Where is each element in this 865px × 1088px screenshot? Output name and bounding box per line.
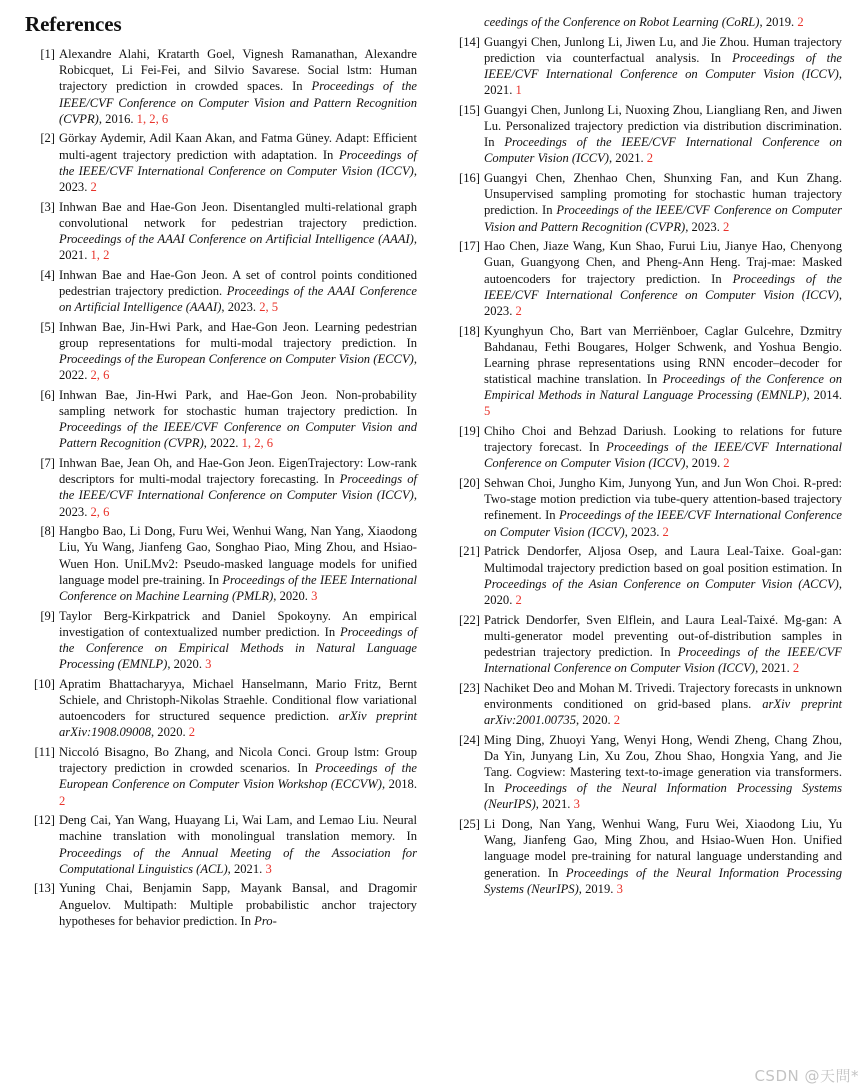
reference-year: , 2021. — [609, 151, 644, 166]
reference-prefix: In — [322, 147, 340, 162]
reference-title: Personalized trajectory prediction via distribution discrimination. — [505, 119, 842, 134]
reference-title: Disentangled multi-relational graph convolutional network for pedestrian trajectory prediction. — [59, 199, 417, 230]
reference-text — [59, 455, 417, 520]
reference-venue: Proceedings of the Annual Meeting of the Association for Computational Linguistics (ACL) — [59, 845, 417, 876]
reference-text — [59, 319, 417, 384]
reference-authors: Niccoló Bisagno, Bo Zhang, and Nicola Conci. — [59, 745, 312, 760]
reference-number: [9] — [40, 608, 55, 623]
reference-number: [25] — [459, 817, 480, 832]
reference-venue: Proceedings of the AAAI Conference on Artificial Intelligence (AAAI) — [59, 283, 417, 315]
reference-citations: 2 — [188, 725, 196, 740]
reference-text — [484, 423, 842, 472]
reference-text — [59, 608, 417, 673]
reference-venue: Proceedings of the AAAI Conference on Artificial Intelligence (AAAI) — [59, 231, 414, 246]
reference-title: Mg-gan: A multi-generator model preventing out-of-distribution samples in pedestrian trajectory prediction. — [484, 612, 842, 659]
reference-year: , 2023. — [484, 287, 842, 318]
reference-title: Traj-mae: Masked autoencoders for trajectory prediction. — [484, 255, 842, 286]
reference-text — [59, 812, 417, 877]
reference-entry — [25, 46, 417, 127]
reference-authors: Guangyi Chen, Junlong Li, Jiwen Lu, and Jie Zhou. — [484, 34, 750, 49]
reference-number: [23] — [459, 680, 480, 695]
reference-year: , 2023. — [685, 219, 720, 234]
reference-citations: 2 — [662, 524, 669, 539]
reference-year: , 2021. — [59, 231, 417, 263]
reference-list-left — [25, 46, 417, 929]
reference-text — [59, 676, 417, 741]
reference-authors: Kyunghyun Cho, Bart van Merriënboer, Caglar Gulcehre, Dzmitry Bahdanau, Fethi Bougares, Holger Schwenk, and Yoshua Bengio. — [484, 323, 842, 354]
reference-text — [484, 816, 842, 897]
reference-citations: 2 — [723, 219, 730, 234]
reference-venue: Proceedings of the IEEE/CVF Conference on Computer Vision and Pattern Recognition (CVPR) — [59, 79, 418, 126]
reference-year: , 2020. — [484, 576, 842, 607]
reference-entry — [450, 423, 842, 472]
reference-year: , 2021. — [227, 861, 263, 876]
reference-entry — [25, 812, 417, 877]
reference-number: [15] — [459, 102, 480, 117]
reference-authors: Inhwan Bae, Jin-Hwi Park, and Hae-Gon Jeon. — [59, 319, 310, 334]
reference-year: , 2020. — [151, 725, 186, 740]
reference-number: [18] — [459, 323, 480, 338]
reference-prefix: In — [297, 761, 315, 776]
reference-authors: Yuning Chai, Benjamin Sapp, Mayank Bansal, and Dragomir Anguelov. — [59, 881, 417, 912]
reference-number: [12] — [34, 813, 55, 828]
reference-citations: 3 — [616, 881, 623, 896]
reference-venue: Proceedings of the Asian Conference on Computer Vision (ACCV) — [484, 576, 839, 591]
reference-year: , 2023. — [59, 488, 417, 519]
reference-text — [484, 732, 842, 813]
reference-venue: Proceedings of the IEEE International Conference on Machine Learning (PMLR) — [59, 572, 417, 603]
reference-number: [1] — [40, 47, 55, 61]
reference-citations: 2 — [515, 303, 522, 318]
reference-title: Looking to relations for future trajectory forecast. — [484, 424, 843, 455]
reference-authors: Alexandre Alahi, Kratarth Goel, Vignesh Ramanathan, Alexandre Robicquet, Li Fei-Fei, and Silvio Savarese. — [59, 47, 417, 78]
reference-venue: Proceedings of the European Conference on Computer Vision Workshop (ECCVW) — [59, 761, 418, 792]
reference-venue: Proceedings of the IEEE/CVF International Conference on Computer Vision (ICCV) — [484, 644, 842, 676]
continuation-citations: 2 — [797, 15, 804, 29]
reference-list-right — [450, 34, 842, 897]
reference-citations: 2 — [646, 151, 654, 166]
reference-title: Non-probability sampling network for stochastic human trajectory prediction. — [59, 387, 417, 419]
reference-year: , 2021. — [535, 797, 571, 812]
reference-text — [59, 130, 417, 195]
reference-prefix: In — [547, 865, 566, 880]
continuation-venue: ceedings of the Conference on Robot Learning (CoRL) — [484, 15, 760, 29]
reference-title: Multipath: Multiple probabilistic anchor trajectory hypotheses for behavior prediction. — [59, 897, 417, 928]
reference-venue: Proceedings of the IEEE/CVF International Conference on Computer Vision (ICCV) — [484, 508, 843, 539]
reference-entry — [25, 319, 417, 384]
reference-text — [484, 34, 842, 99]
reference-title: Goal-gan: Multimodal trajectory prediction based on goal position estimation. — [484, 544, 843, 575]
reference-text — [59, 387, 417, 452]
reference-prefix: In — [831, 560, 842, 575]
reference-number: [8] — [40, 524, 55, 539]
reference-year: , 2021. — [755, 661, 790, 676]
reference-prefix: In — [240, 913, 255, 928]
reference-citations: 5 — [484, 404, 491, 419]
reference-text — [484, 102, 842, 167]
reference-number: [11] — [34, 745, 55, 760]
reference-entry — [25, 744, 417, 809]
reference-prefix: In — [545, 508, 559, 523]
reference-continuation — [450, 14, 842, 30]
reference-authors: Guangyi Chen, Zhenhao Chen, Shunxing Fan, and Kun Zhang. — [484, 171, 842, 186]
reference-authors: Guangyi Chen, Junlong Li, Nuoxing Zhou, Liangliang Ren, and Jiwen Lu. — [484, 102, 842, 134]
reference-citations: 2 — [59, 793, 66, 808]
reference-number: [10] — [34, 676, 55, 691]
reference-citations: 2, 6 — [90, 504, 110, 519]
reference-text — [59, 267, 417, 316]
reference-authors: Chiho Choi and Behzad Dariush. — [484, 424, 667, 439]
reference-year: , 2022. — [203, 436, 239, 451]
reference-entry — [25, 608, 417, 673]
reference-authors: Li Dong, Nan Yang, Wenhui Wang, Furu Wei, Xiaodong Liu, Yu Wang, Jianfeng Gao, Ming Zhou, and Hsiao-Wuen Hon. — [484, 817, 842, 848]
reference-authors: Inhwan Bae and Hae-Gon Jeon. — [59, 199, 228, 214]
reference-title: A set of control points conditioned pedestrian trajectory prediction. — [59, 267, 417, 298]
reference-prefix: In — [406, 404, 417, 419]
reference-citations: 2 — [515, 592, 522, 607]
reference-prefix: In — [711, 271, 733, 286]
reference-entry — [25, 523, 417, 604]
reference-entry — [25, 130, 417, 195]
watermark: CSDN @天問* — [754, 1067, 859, 1085]
reference-prefix: In — [660, 644, 678, 659]
reference-year: , 2014. — [806, 388, 843, 403]
reference-authors: Patrick Dendorfer, Aljosa Osep, and Laura Leal-Taixe. — [484, 544, 785, 559]
reference-number: [13] — [34, 881, 55, 896]
reference-citations: 3 — [311, 589, 318, 603]
reference-citations: 2, 6 — [90, 368, 110, 383]
reference-entry — [25, 676, 417, 741]
reference-title: Learning phrase representations using RNN encoder–decoder for statistical machine translation. — [484, 355, 842, 387]
reference-prefix: In — [324, 624, 340, 639]
reference-prefix: In — [484, 781, 505, 796]
reference-text — [484, 238, 842, 319]
reference-year: , 2018. — [382, 777, 417, 792]
reference-citations: 1 — [515, 83, 522, 98]
reference-year: , 2023. — [624, 524, 660, 539]
reference-title: EigenTrajectory: Low-rank descriptors for multi-modal trajectory forecasting. — [59, 456, 417, 487]
continuation-year: , 2019. — [759, 15, 795, 29]
reference-citations: 2 — [613, 713, 621, 728]
reference-venue: Proceedings of the European Conference on Computer Vision (ECCV) — [59, 352, 414, 367]
reference-entry — [450, 680, 842, 729]
reference-title: Unsupervised sampling promoting for stochastic human trajectory prediction. — [484, 187, 842, 218]
reference-title: Cogview: Mastering text-to-image generation via transformers. — [516, 765, 842, 780]
reference-number: [19] — [459, 424, 480, 439]
reference-prefix: In — [208, 572, 223, 587]
reference-number: [21] — [459, 544, 480, 559]
reference-entry — [450, 816, 842, 897]
right-column — [450, 0, 842, 900]
reference-year: , 2020. — [576, 713, 611, 728]
reference-prefix: In — [484, 135, 505, 150]
reference-number: [24] — [459, 732, 480, 747]
reference-title: Human trajectory prediction via counterfactual analysis. — [484, 34, 842, 65]
reference-venue: Proceedings of the IEEE/CVF International Conference on Computer Vision (ICCV) — [59, 472, 418, 503]
reference-prefix: In — [406, 829, 417, 844]
reference-title: Unified language model pre-training for natural language understanding and generation. — [484, 833, 842, 880]
reference-year: , 2019. — [578, 881, 614, 896]
reference-citations: 1, 2, 6 — [241, 436, 274, 451]
left-column — [25, 0, 417, 932]
reference-venue: Proceedings of the IEEE/CVF International Conference on Computer Vision (ICCV) — [484, 440, 842, 471]
page-title: References — [25, 12, 122, 36]
reference-text — [59, 46, 417, 127]
reference-authors: Nachiket Deo and Mohan M. Trivedi. — [484, 680, 676, 695]
reference-entry — [450, 323, 842, 420]
reference-text — [59, 744, 417, 809]
reference-number: [2] — [40, 131, 55, 146]
reference-authors: Inhwan Bae, Jean Oh, and Hae-Gon Jeon. — [59, 456, 275, 471]
reference-entry — [450, 238, 842, 319]
reference-entry — [25, 387, 417, 452]
reference-venue: Proceedings of the IEEE/CVF International Conference on Computer Vision (ICCV) — [484, 271, 843, 302]
reference-title: An empirical investigation of contextualized number prediction. — [59, 608, 417, 639]
reference-number: [17] — [459, 239, 480, 254]
reference-entry — [25, 267, 417, 316]
reference-prefix: In — [406, 335, 417, 350]
reference-prefix: In — [588, 440, 607, 455]
reference-text — [59, 199, 417, 264]
reference-entry — [25, 880, 417, 929]
reference-prefix: In — [646, 372, 663, 387]
reference-authors: Inhwan Bae and Hae-Gon Jeon. — [59, 267, 228, 282]
reference-year: , 2019. — [685, 456, 721, 471]
reference-citations: 1, 2 — [90, 248, 110, 263]
reference-authors: Taylor Berg-Kirkpatrick and Daniel Spokoyny. — [59, 608, 331, 623]
reference-title: UniLMv2: Pseudo-masked language models for unified language model pre-training. — [59, 556, 417, 587]
reference-text — [484, 543, 842, 608]
reference-year: , 2022. — [59, 352, 417, 383]
reference-venue: Proceedings of the IEEE/CVF Conference on Computer Vision and Pattern Recognition (CVPR) — [59, 420, 417, 451]
reference-venue: Proceedings of the IEEE/CVF International Conference on Computer Vision (ICCV) — [59, 147, 417, 178]
reference-number: [4] — [40, 267, 55, 282]
reference-entry — [25, 199, 417, 264]
reference-number: [3] — [40, 199, 55, 214]
reference-venue: Proceedings of the IEEE/CVF Conference on Computer Vision and Pattern Recognition (CVPR) — [484, 203, 842, 234]
reference-venue: Proceedings of the Neural Information Processing Systems (NeurIPS) — [484, 865, 842, 896]
reference-text — [484, 323, 842, 420]
reference-year: , 2023. — [59, 163, 417, 194]
reference-venue: arXiv preprint arXiv:2001.00735 — [484, 696, 842, 728]
reference-title: Trajectory forecasts in unknown environments conditioned on grid-based plans. — [484, 680, 843, 711]
reference-entry — [450, 34, 842, 99]
reference-entry — [450, 170, 842, 235]
reference-authors: Hao Chen, Jiaze Wang, Kun Shao, Furui Liu, Jianye Hao, Chenyong Guan, Guangyong Chen, and Pheng-Ann Heng. — [484, 239, 842, 270]
reference-entry — [450, 102, 842, 167]
reference-prefix: In — [542, 203, 557, 218]
reference-authors: Görkay Aydemir, Adil Kaan Akan, and Fatma Güney. — [59, 131, 333, 146]
reference-year: , 2020. — [167, 657, 202, 672]
reference-authors: Deng Cai, Yan Wang, Huayang Li, Wai Lam, and Lemao Liu. — [59, 813, 379, 828]
reference-title: Learning pedestrian group representations for multi-modal trajectory prediction. — [59, 319, 418, 350]
reference-text — [484, 475, 842, 540]
reference-entry — [25, 455, 417, 520]
reference-prefix: In — [324, 472, 340, 487]
reference-venue: Proceedings of the Neural Information Processing Systems (NeurIPS) — [484, 781, 843, 812]
reference-citations: 1, 2, 6 — [136, 111, 169, 126]
reference-citations: 3 — [205, 657, 212, 672]
reference-text — [484, 680, 842, 729]
reference-number: [7] — [40, 456, 55, 471]
reference-title: Neural machine translation with monolingual translation memory. — [59, 813, 417, 844]
reference-title: Social lstm: Human trajectory prediction in crowded spaces. — [59, 63, 417, 94]
reference-authors: Apratim Bhattacharyya, Michael Hanselmann, Mario Fritz, Bernt Schiele, and Christoph-Nikolas Straehle. — [59, 676, 417, 708]
reference-venue: Proceedings of the Conference on Empirical Methods in Natural Language Processing (EMNLP) — [59, 624, 418, 672]
reference-title: Adapt: Efficient multi-agent trajectory prediction with adaptation. — [59, 131, 417, 162]
reference-number: [5] — [40, 319, 55, 334]
reference-text — [484, 612, 842, 677]
reference-citations: 2 — [90, 179, 97, 194]
reference-number: [6] — [40, 387, 55, 402]
reference-venue: Proceedings of the Conference on Empirical Methods in Natural Language Processing (EMNLP) — [484, 372, 842, 403]
reference-venue: Proceedings of the IEEE/CVF International Conference on Computer Vision (ICCV) — [484, 135, 843, 166]
reference-entry — [450, 543, 842, 608]
reference-authors: Inhwan Bae, Jin-Hwi Park, and Hae-Gon Jeon. — [59, 387, 328, 402]
reference-number: [14] — [459, 34, 480, 49]
reference-year: , 2020. — [273, 589, 308, 603]
reference-year: , 2021. — [484, 67, 842, 98]
reference-prefix: In — [710, 50, 733, 65]
reference-text — [484, 170, 842, 235]
reference-year: , 2016. — [98, 111, 134, 126]
reference-citations: 2 — [792, 661, 800, 676]
reference-title: R-pred: Two-stage motion prediction via tube-query attention-based trajectory refinement. — [484, 476, 842, 523]
reference-citations: 2 — [723, 456, 730, 471]
reference-number: [20] — [459, 476, 480, 491]
reference-venue: Proceedings of the IEEE/CVF International Conference on Computer Vision (ICCV) — [484, 50, 843, 82]
reference-citations: 2, 5 — [259, 300, 279, 315]
reference-number: [16] — [459, 171, 480, 186]
reference-text — [59, 523, 417, 604]
reference-text — [59, 880, 417, 929]
reference-title: Group lstm: Group trajectory prediction in crowded scenarios. — [59, 745, 418, 776]
reference-prefix: In — [292, 79, 312, 94]
reference-citations: 3 — [573, 797, 580, 812]
reference-venue: arXiv preprint arXiv:1908.09008 — [59, 709, 417, 740]
reference-entry — [450, 732, 842, 813]
reference-number: [22] — [459, 612, 480, 627]
reference-venue: Pro- — [254, 913, 277, 928]
reference-authors: Hangbo Bao, Li Dong, Furu Wei, Wenhui Wang, Nan Yang, Xiaodong Liu, Yu Wang, Jianfeng Gao, Songhao Piao, Ming Zhou, and Hsiao-Wuen Hon. — [59, 524, 417, 571]
reference-entry — [450, 475, 842, 540]
reference-year: , 2023. — [221, 300, 257, 315]
reference-entry — [450, 612, 842, 677]
reference-authors: Sehwan Choi, Jungho Kim, Junyong Yun, and Jun Won Choi. — [484, 476, 800, 491]
reference-authors: Ming Ding, Zhuoyi Yang, Wenyi Hong, Wendi Zheng, Chang Zhou, Da Yin, Junyang Lin, Xu Zou, Zhou Shao, Hongxia Yang, and Jie Tang. — [484, 732, 842, 780]
reference-title: Conditional flow variational autoencoders for structured sequence prediction. — [59, 693, 418, 724]
reference-authors: Patrick Dendorfer, Sven Elflein, and Laura Leal-Taixé. — [484, 612, 779, 627]
reference-citations: 3 — [265, 861, 272, 876]
